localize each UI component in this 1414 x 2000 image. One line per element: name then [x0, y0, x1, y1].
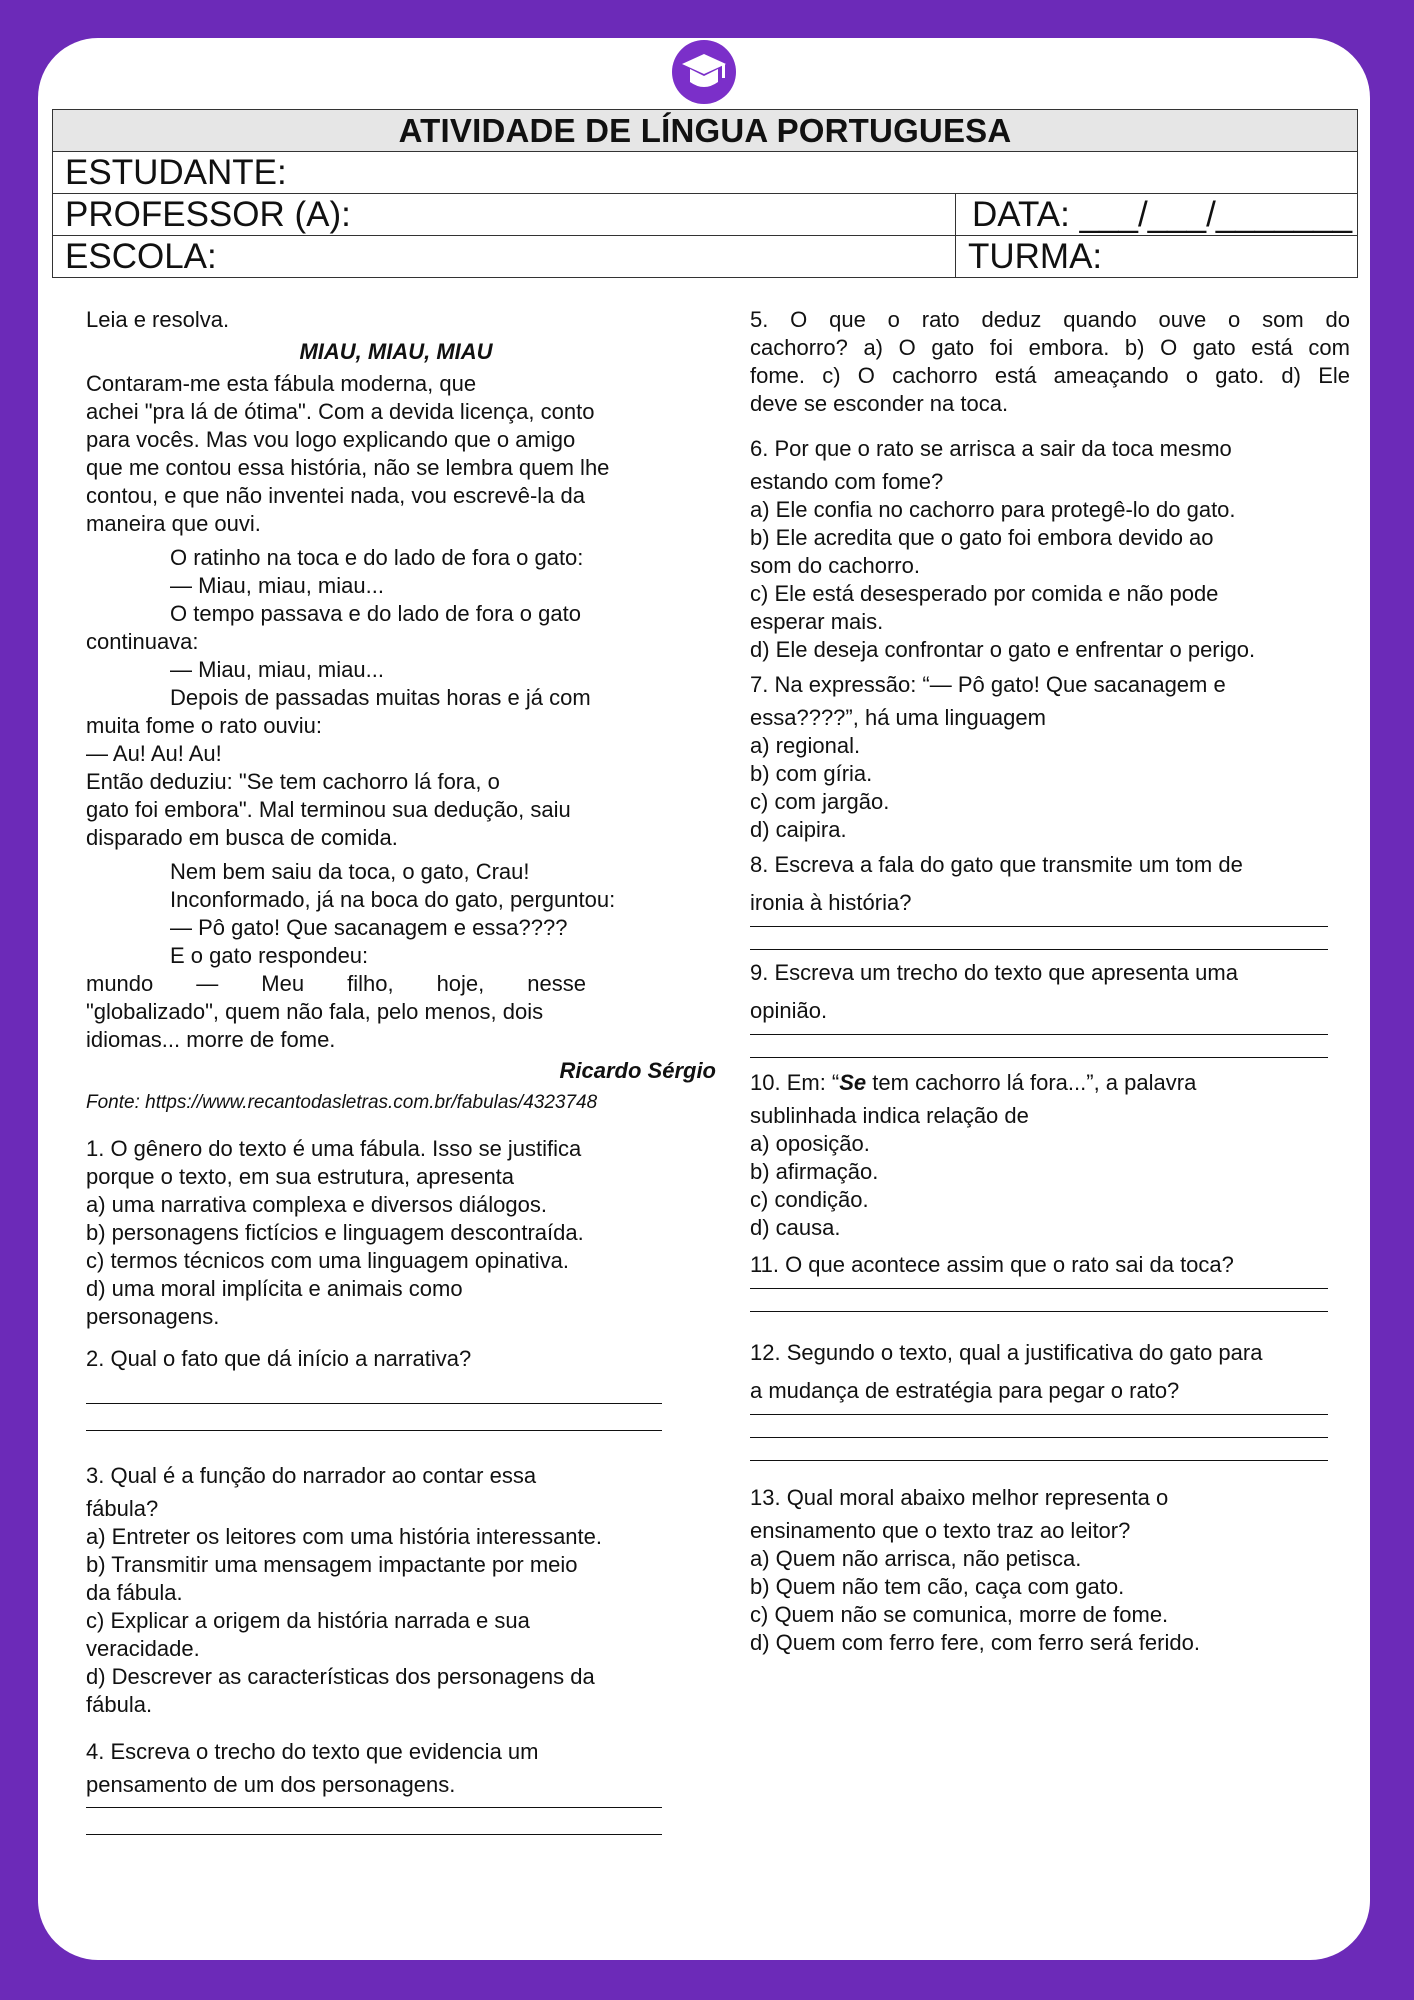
question-text: deve se esconder na toca. — [750, 391, 1009, 416]
question-6 — [750, 430, 1350, 664]
question-text: porque o texto, em sua estrutura, apresenta — [86, 1164, 515, 1189]
story-line: Então deduziu: "Se tem cachorro lá fora, o — [86, 769, 500, 794]
answer-line[interactable] — [750, 1437, 1328, 1438]
story-line: mundo — Meu filho, hoje, nesse — [86, 971, 586, 996]
option[interactable]: a) Ele confia no cachorro para protegê-lo do gato. — [750, 497, 1236, 522]
story-source: Fonte: https://www.recantodasletras.com.br/fabulas/4323748 — [86, 1092, 598, 1113]
story-line: Inconformado, já na boca do gato, perguntou: — [170, 887, 616, 912]
question-text: 3. Qual é a função do narrador ao contar essa — [86, 1463, 537, 1488]
question-text: 11. O que acontece assim que o rato sai da toca? — [750, 1252, 1234, 1277]
question-3 — [86, 1457, 726, 1719]
story-line: continuava: — [86, 629, 199, 654]
option[interactable]: b) Ele acredita que o gato foi embora devido ao — [750, 525, 1214, 550]
question-text — [750, 1064, 1350, 1102]
option[interactable]: d) causa. — [750, 1215, 841, 1240]
option[interactable]: c) condição. — [750, 1187, 869, 1212]
option[interactable]: d) caipira. — [750, 817, 847, 842]
story-line: O tempo passava e do lado de fora o gato — [170, 601, 581, 626]
question-1 — [86, 1135, 726, 1331]
option[interactable]: c) com jargão. — [750, 789, 890, 814]
story-intro-line: achei "pra lá de ótima". Com a devida licença, conto — [86, 399, 595, 424]
option[interactable]: a) regional. — [750, 733, 861, 758]
school-field[interactable]: ESCOLA: — [53, 236, 956, 277]
story-line: — Pô gato! Que sacanagem e essa???? — [170, 915, 568, 940]
story-line: gato foi embora". Mal terminou sua dedução, saiu — [86, 797, 571, 822]
option[interactable]: a) uma narrativa complexa e diversos diálogos. — [86, 1192, 548, 1217]
story-line: muita fome o rato ouviu: — [86, 713, 323, 738]
question-text: 8. Escreva a fala do gato que transmite um tom de — [750, 852, 1243, 877]
question-text: 6. Por que o rato se arrisca a sair da toca mesmo — [750, 436, 1232, 461]
story-line: "globalizado", quem não fala, pelo menos, dois — [86, 999, 544, 1024]
question-text: a mudança de estratégia para pegar o rato? — [750, 1378, 1180, 1403]
question-11 — [750, 1246, 1350, 1312]
story-intro-line: para vocês. Mas vou logo explicando que o amigo — [86, 427, 576, 452]
teacher-row — [53, 193, 1357, 235]
question-text: 2. Qual o fato que dá início a narrativa? — [86, 1346, 472, 1371]
answer-line[interactable] — [750, 1034, 1328, 1035]
option[interactable]: c) Explicar a origem da história narrada e sua — [86, 1608, 530, 1633]
question-5 — [750, 306, 1350, 418]
story-line: E o gato respondeu: — [170, 943, 369, 968]
answer-line[interactable] — [750, 1311, 1328, 1312]
story-line: Depois de passadas muitas horas e já com — [170, 685, 591, 710]
option[interactable]: fábula. — [86, 1692, 153, 1717]
student-field[interactable]: ESTUDANTE: — [65, 152, 287, 192]
question-text: ensinamento que o texto traz ao leitor? — [750, 1518, 1131, 1543]
story-line: — Au! Au! Au! — [86, 741, 222, 766]
option[interactable]: b) com gíria. — [750, 761, 873, 786]
question-text: ironia à história? — [750, 890, 912, 915]
question-text: essa????”, há uma linguagem — [750, 705, 1046, 730]
question-10 — [750, 1064, 1350, 1242]
option[interactable]: d) Quem com ferro fere, com ferro será ferido. — [750, 1630, 1200, 1655]
question-7 — [750, 666, 1350, 844]
answer-line[interactable] — [86, 1807, 662, 1808]
question-text: 9. Escreva um trecho do texto que apresenta uma — [750, 960, 1238, 985]
question-text-part: 10. Em: “ — [750, 1070, 840, 1095]
question-13 — [750, 1479, 1350, 1657]
question-text: 1. O gênero do texto é uma fábula. Isso se justifica — [86, 1136, 582, 1161]
question-text: fome. c) O cachorro está ameaçando o gato. d) Ele — [750, 363, 1350, 388]
date-field[interactable]: DATA: ___/___/_______ — [972, 194, 1353, 234]
answer-line[interactable] — [750, 1414, 1328, 1415]
teacher-field[interactable]: PROFESSOR (A): — [53, 194, 956, 235]
option[interactable]: b) personagens fictícios e linguagem descontraída. — [86, 1220, 584, 1245]
option[interactable]: c) Ele está desesperado por comida e não pode — [750, 581, 1219, 606]
option[interactable]: personagens. — [86, 1304, 220, 1329]
option[interactable]: som do cachorro. — [750, 553, 920, 578]
option[interactable]: da fábula. — [86, 1580, 183, 1605]
question-text: 4. Escreva o trecho do texto que evidencia um — [86, 1739, 539, 1764]
story-author: Ricardo Sérgio — [559, 1058, 716, 1083]
school-row — [53, 235, 1357, 277]
answer-line[interactable] — [86, 1430, 662, 1431]
left-column — [86, 306, 726, 1835]
question-text: pensamento de um dos personagens. — [86, 1772, 456, 1797]
option[interactable]: a) Quem não arrisca, não petisca. — [750, 1546, 1082, 1571]
story-line: — Miau, miau, miau... — [170, 657, 384, 682]
option[interactable]: a) oposição. — [750, 1131, 870, 1156]
answer-line[interactable] — [750, 949, 1328, 950]
option[interactable]: esperar mais. — [750, 609, 884, 634]
question-text: cachorro? a) O gato foi embora. b) O gato está com — [750, 335, 1350, 360]
story-line: idiomas... morre de fome. — [86, 1027, 336, 1052]
title-row — [53, 110, 1357, 151]
question-text: 5. O que o rato deduz quando ouve o som do — [750, 307, 1350, 332]
option[interactable]: a) Entreter os leitores com uma história interessante. — [86, 1524, 603, 1549]
story-line: — Miau, miau, miau... — [170, 573, 384, 598]
story-title: MIAU, MIAU, MIAU — [299, 339, 493, 364]
question-2 — [86, 1345, 726, 1431]
story-intro-line: maneira que ouvi. — [86, 511, 261, 536]
option[interactable]: b) Quem não tem cão, caça com gato. — [750, 1574, 1125, 1599]
option[interactable]: b) Transmitir uma mensagem impactante por meio — [86, 1552, 578, 1577]
class-field[interactable]: TURMA: — [968, 236, 1103, 276]
instruction: Leia e resolva. — [86, 307, 230, 332]
answer-line[interactable] — [750, 1288, 1328, 1289]
answer-line[interactable] — [86, 1834, 662, 1835]
student-row — [53, 151, 1357, 193]
story-intro-line: que me contou essa história, não se lembra quem lhe — [86, 455, 610, 480]
story-text — [86, 370, 726, 1054]
option[interactable]: d) uma moral implícita e animais como — [86, 1276, 463, 1301]
option[interactable]: c) termos técnicos com uma linguagem opinativa. — [86, 1248, 569, 1273]
option[interactable]: b) afirmação. — [750, 1159, 879, 1184]
graduation-cap-icon — [668, 38, 740, 108]
option[interactable]: d) Descrever as características dos personagens da — [86, 1664, 595, 1689]
story-intro-line: Contaram-me esta fábula moderna, que — [86, 371, 477, 396]
answer-line[interactable] — [86, 1403, 662, 1404]
right-column — [750, 306, 1350, 1657]
story-intro-line: contou, e que não inventei nada, vou escrevê-la da — [86, 483, 586, 508]
worksheet-page — [38, 38, 1370, 1960]
option[interactable]: c) Quem não se comunica, morre de fome. — [750, 1602, 1169, 1627]
question-text: sublinhada indica relação de — [750, 1103, 1029, 1128]
answer-line[interactable] — [750, 1057, 1328, 1058]
story-line: O ratinho na toca e do lado de fora o gato: — [170, 545, 584, 570]
story-line: disparado em busca de comida. — [86, 825, 398, 850]
story-line: Nem bem saiu da toca, o gato, Crau! — [170, 859, 530, 884]
question-text-part: tem cachorro lá fora...”, a palavra — [866, 1070, 1197, 1095]
question-text: estando com fome? — [750, 469, 944, 494]
option[interactable]: d) Ele deseja confrontar o gato e enfrentar o perigo. — [750, 637, 1256, 662]
question-text: 13. Qual moral abaixo melhor representa o — [750, 1485, 1169, 1510]
option[interactable]: veracidade. — [86, 1636, 200, 1661]
question-4 — [86, 1733, 726, 1835]
highlighted-word: Se — [839, 1070, 867, 1095]
answer-line[interactable] — [750, 1460, 1328, 1461]
answer-line[interactable] — [750, 926, 1328, 927]
question-text: 12. Segundo o texto, qual a justificativa do gato para — [750, 1340, 1263, 1365]
header-table — [52, 109, 1358, 278]
question-text: opinião. — [750, 998, 828, 1023]
question-9 — [750, 954, 1350, 1058]
question-text: fábula? — [86, 1496, 159, 1521]
page-title: ATIVIDADE DE LÍNGUA PORTUGUESA — [398, 111, 1012, 149]
question-text: 7. Na expressão: “— Pô gato! Que sacanagem e — [750, 672, 1226, 697]
question-8 — [750, 846, 1350, 950]
question-12 — [750, 1334, 1350, 1461]
